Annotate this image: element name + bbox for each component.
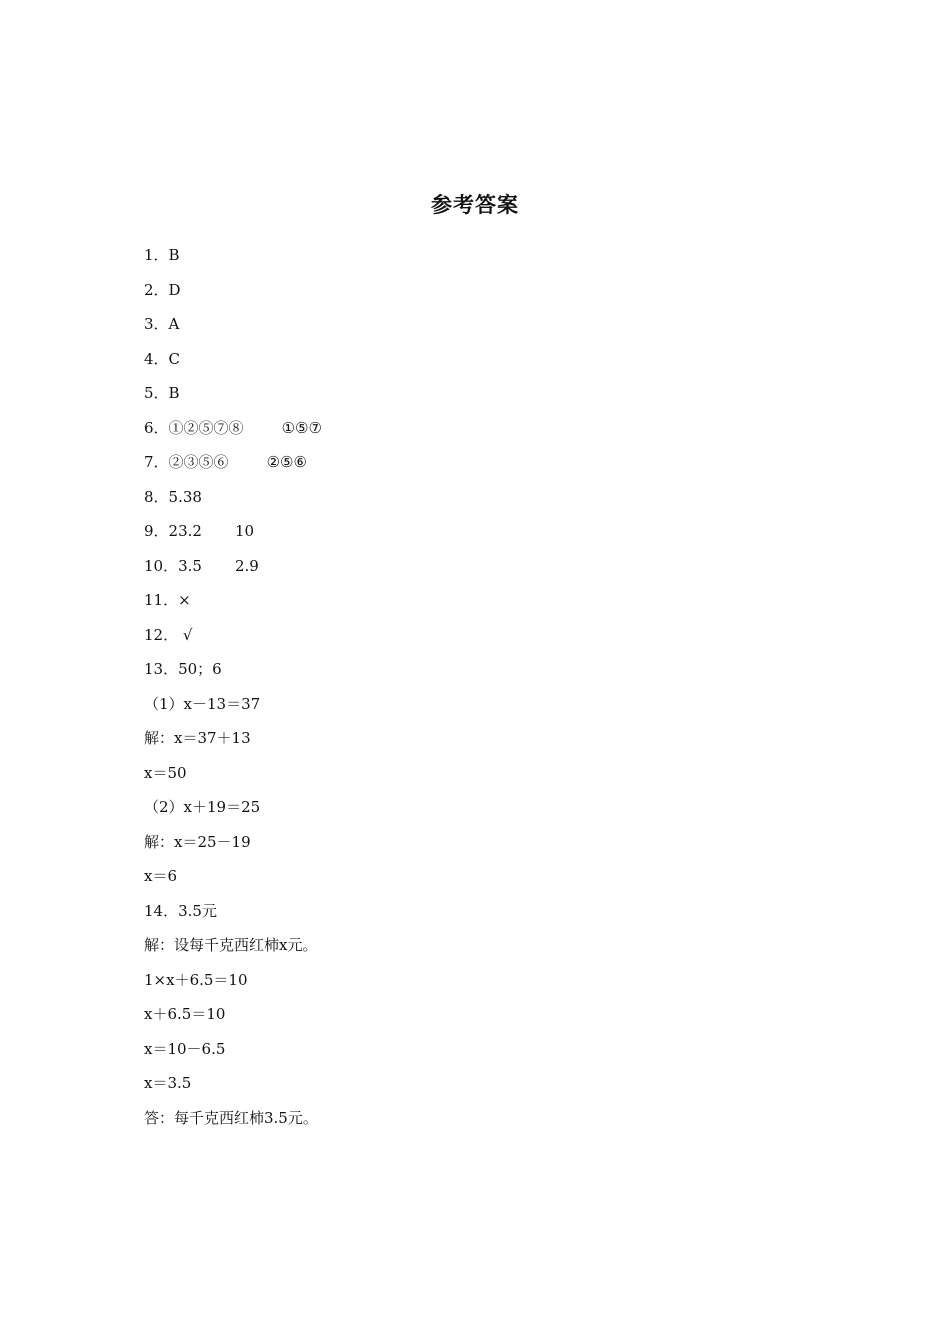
- work-line: 答：每千克西红柿3.5元。: [144, 1108, 318, 1127]
- work-line: 1×x＋6.5＝10: [144, 970, 248, 989]
- answer-7: [144, 449, 844, 484]
- answer-text: ②③⑤⑥: [168, 453, 229, 471]
- answer-text: 3.5元: [178, 901, 217, 920]
- answer-text: A: [168, 315, 180, 333]
- work-line: x＝6: [144, 867, 178, 885]
- answer-number: 1．: [144, 246, 169, 264]
- answer-list: [144, 242, 844, 1139]
- answer-text: B: [168, 384, 180, 402]
- answer-number: 3．: [144, 315, 169, 333]
- answer-text-second: 10: [234, 522, 255, 540]
- answer-text: D: [168, 280, 181, 299]
- answer-text: √: [178, 625, 193, 644]
- answer-number: 7．: [144, 453, 169, 471]
- answer-14: [144, 898, 844, 933]
- work-line: 解：x＝37＋13: [144, 729, 251, 747]
- answer-text: B: [168, 246, 180, 264]
- answer-number: 6．: [144, 418, 169, 437]
- answer-number: 5．: [144, 384, 169, 402]
- answer-5: [144, 380, 844, 415]
- answer-number: 10．: [144, 556, 179, 575]
- page-title: 参考答案: [431, 193, 519, 217]
- answer-text: 5.38: [168, 487, 202, 506]
- answer-9: [144, 518, 844, 553]
- answer-number: 4．: [144, 349, 169, 368]
- work-line: x＋6.5＝10: [144, 1005, 226, 1023]
- answer-2: [144, 277, 844, 312]
- answer-number: 13．: [144, 660, 179, 678]
- answer-10: [144, 553, 844, 588]
- answer-11: [144, 587, 844, 622]
- work-line: （1）x－13＝37: [144, 694, 261, 713]
- work-line: 解：设每千克西红柿x元。: [144, 936, 318, 954]
- work-line: x＝3.5: [144, 1074, 192, 1092]
- work-line: x＝50: [144, 763, 187, 782]
- answer-number: 14．: [144, 901, 179, 920]
- answer-3: [144, 311, 844, 346]
- work-line: 解：x＝25－19: [144, 832, 251, 851]
- work-line: （2）x＋19＝25: [144, 798, 261, 816]
- answer-text: 50；6: [178, 660, 222, 678]
- answer-number: 2．: [144, 280, 169, 299]
- answer-4: [144, 346, 844, 381]
- answer-8: [144, 484, 844, 519]
- answer-12: [144, 622, 844, 657]
- answer-number: 8．: [144, 487, 169, 506]
- answer-number: 9．: [144, 522, 169, 540]
- answer-6: [144, 415, 844, 450]
- answer-text: C: [168, 349, 181, 368]
- answer-text: 23.2: [168, 522, 202, 540]
- answer-text-second: ①⑤⑦: [281, 418, 322, 437]
- work-line: x＝10－6.5: [144, 1039, 226, 1058]
- answer-number: 12．: [144, 625, 179, 644]
- answer-text: ×: [178, 591, 191, 609]
- answer-text: 3.5: [178, 556, 202, 575]
- answer-number: 11．: [144, 591, 179, 609]
- answer-1: [144, 242, 844, 277]
- answer-text: ①②⑤⑦⑧: [168, 418, 244, 437]
- answer-13: [144, 656, 844, 691]
- answer-text-second: ②⑤⑥: [266, 453, 307, 471]
- answer-text-second: 2.9: [234, 556, 259, 575]
